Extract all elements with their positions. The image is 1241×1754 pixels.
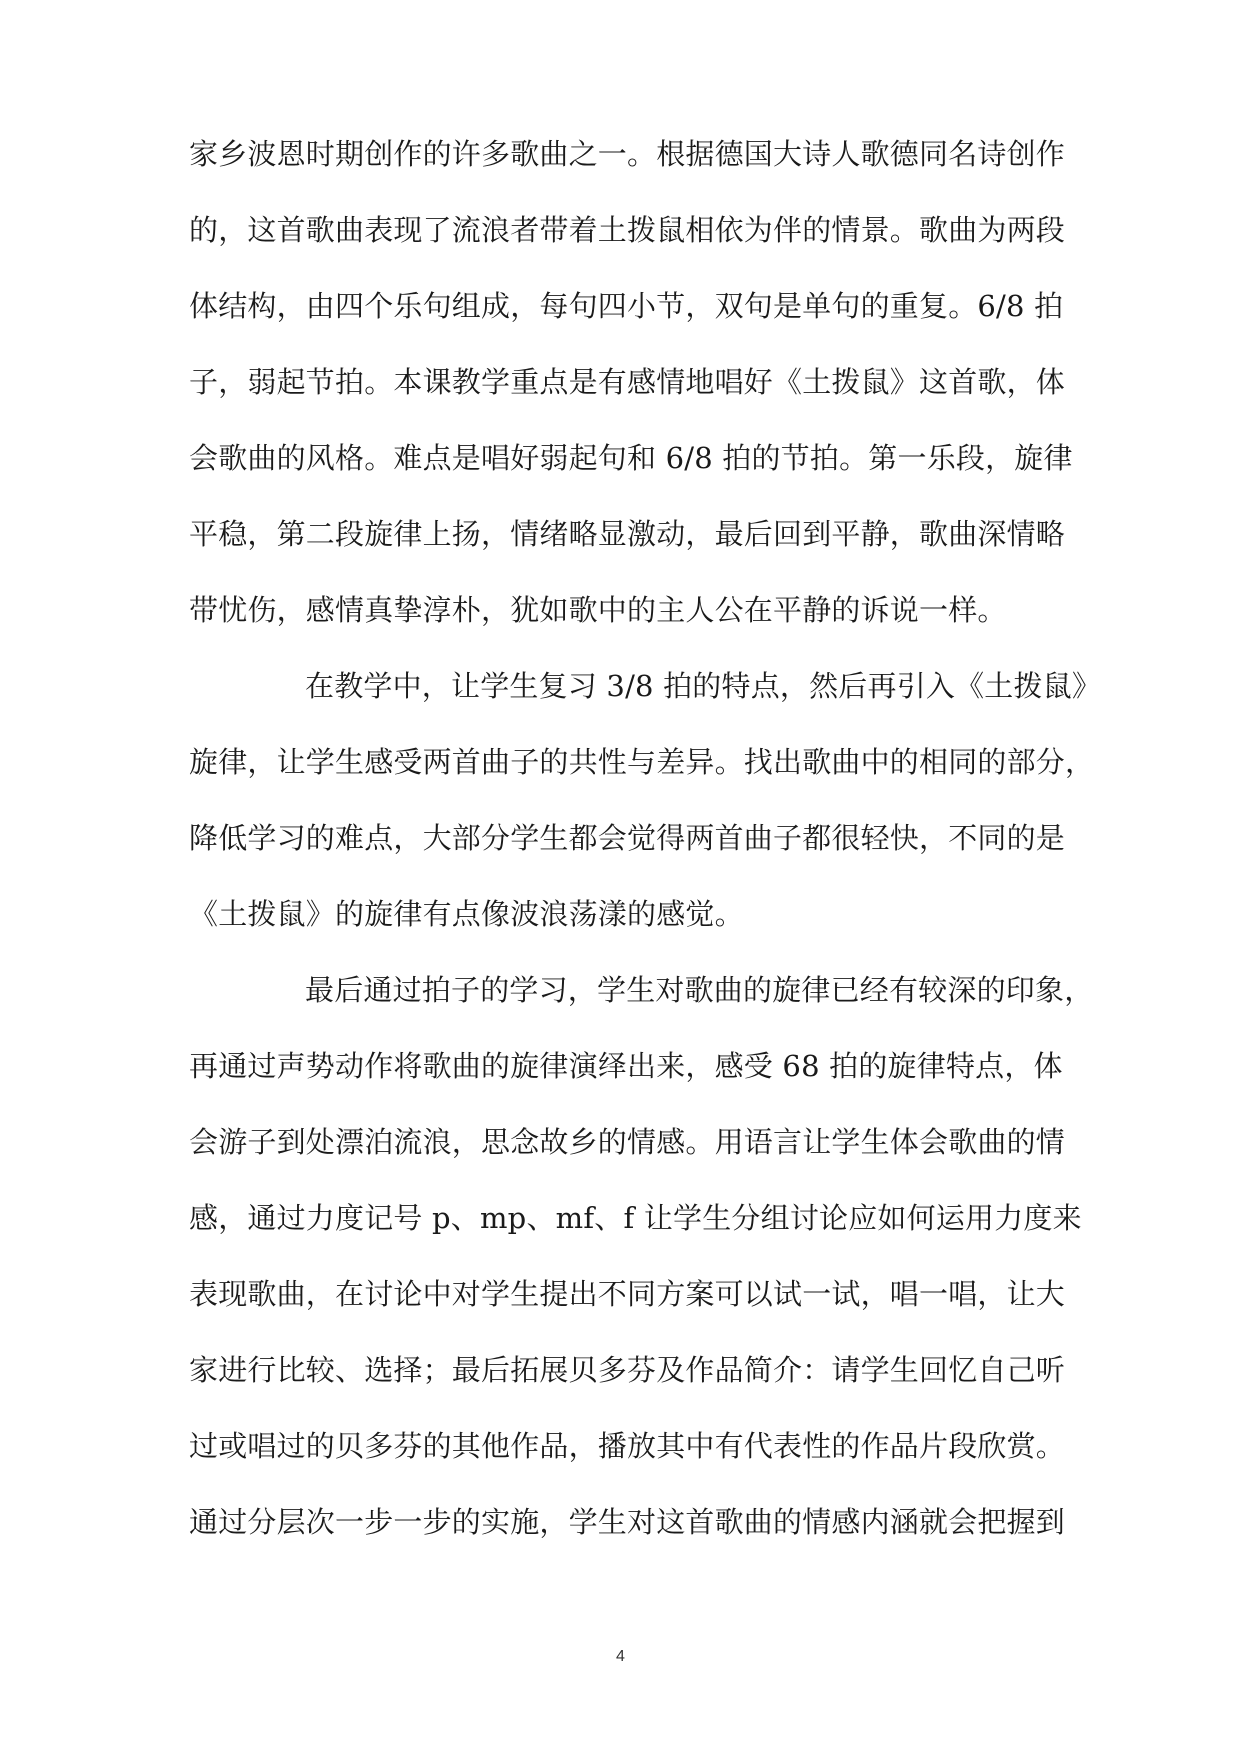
text-line: 体结构，由四个乐句组成，每句四小节，双句是单句的重复。6/8 拍 xyxy=(189,289,1064,323)
text-line: 平稳，第二段旋律上扬，情绪略显激动，最后回到平静，歌曲深情略 xyxy=(189,517,1066,551)
text-line: 感，通过力度记号 p、mp、mf、f 让学生分组讨论应如何运用力度来 xyxy=(189,1201,1082,1235)
text-line: 带忧伤，感情真挚淳朴，犹如歌中的主人公在平静的诉说一样。 xyxy=(189,593,1007,627)
text-line: 旋律，让学生感受两首曲子的共性与差异。找出歌曲中的相同的部分， xyxy=(189,745,1095,779)
text-line: 过或唱过的贝多芬的其他作品，播放其中有代表性的作品片段欣赏。 xyxy=(189,1429,1066,1463)
text-line: 家乡波恩时期创作的许多歌曲之一。根据德国大诗人歌德同名诗创作 xyxy=(189,137,1066,171)
text-line: 《土拨鼠》的旋律有点像波浪荡漾的感觉。 xyxy=(189,897,744,931)
text-line: 家进行比较、选择；最后拓展贝多芬及作品简介：请学生回忆自己听 xyxy=(189,1353,1066,1387)
text-line: 再通过声势动作将歌曲的旋律演绎出来，感受 68 拍的旋律特点，体 xyxy=(189,1049,1063,1083)
page-number: 4 xyxy=(616,1648,625,1665)
paragraph-first-line: 最后通过拍子的学习，学生对歌曲的旋律已经有较深的印象， xyxy=(305,973,1094,1007)
text-line: 会歌曲的风格。难点是唱好弱起句和 6/8 拍的节拍。第一乐段，旋律 xyxy=(189,441,1073,475)
text-line: 子，弱起节拍。本课教学重点是有感情地唱好《土拨鼠》这首歌，体 xyxy=(189,365,1066,399)
text-line: 降低学习的难点，大部分学生都会觉得两首曲子都很轻快，不同的是 xyxy=(189,821,1066,855)
text-line: 表现歌曲，在讨论中对学生提出不同方案可以试一试，唱一唱，让大 xyxy=(189,1277,1066,1311)
text-line: 会游子到处漂泊流浪，思念故乡的情感。用语言让学生体会歌曲的情 xyxy=(189,1125,1066,1159)
text-line: 通过分层次一步一步的实施，学生对这首歌曲的情感内涵就会把握到 xyxy=(189,1505,1066,1539)
text-line: 的，这首歌曲表现了流浪者带着土拨鼠相依为伴的情景。歌曲为两段 xyxy=(189,213,1066,247)
paragraph-first-line: 在教学中，让学生复习 3/8 拍的特点，然后再引入《土拨鼠》 xyxy=(305,669,1102,703)
